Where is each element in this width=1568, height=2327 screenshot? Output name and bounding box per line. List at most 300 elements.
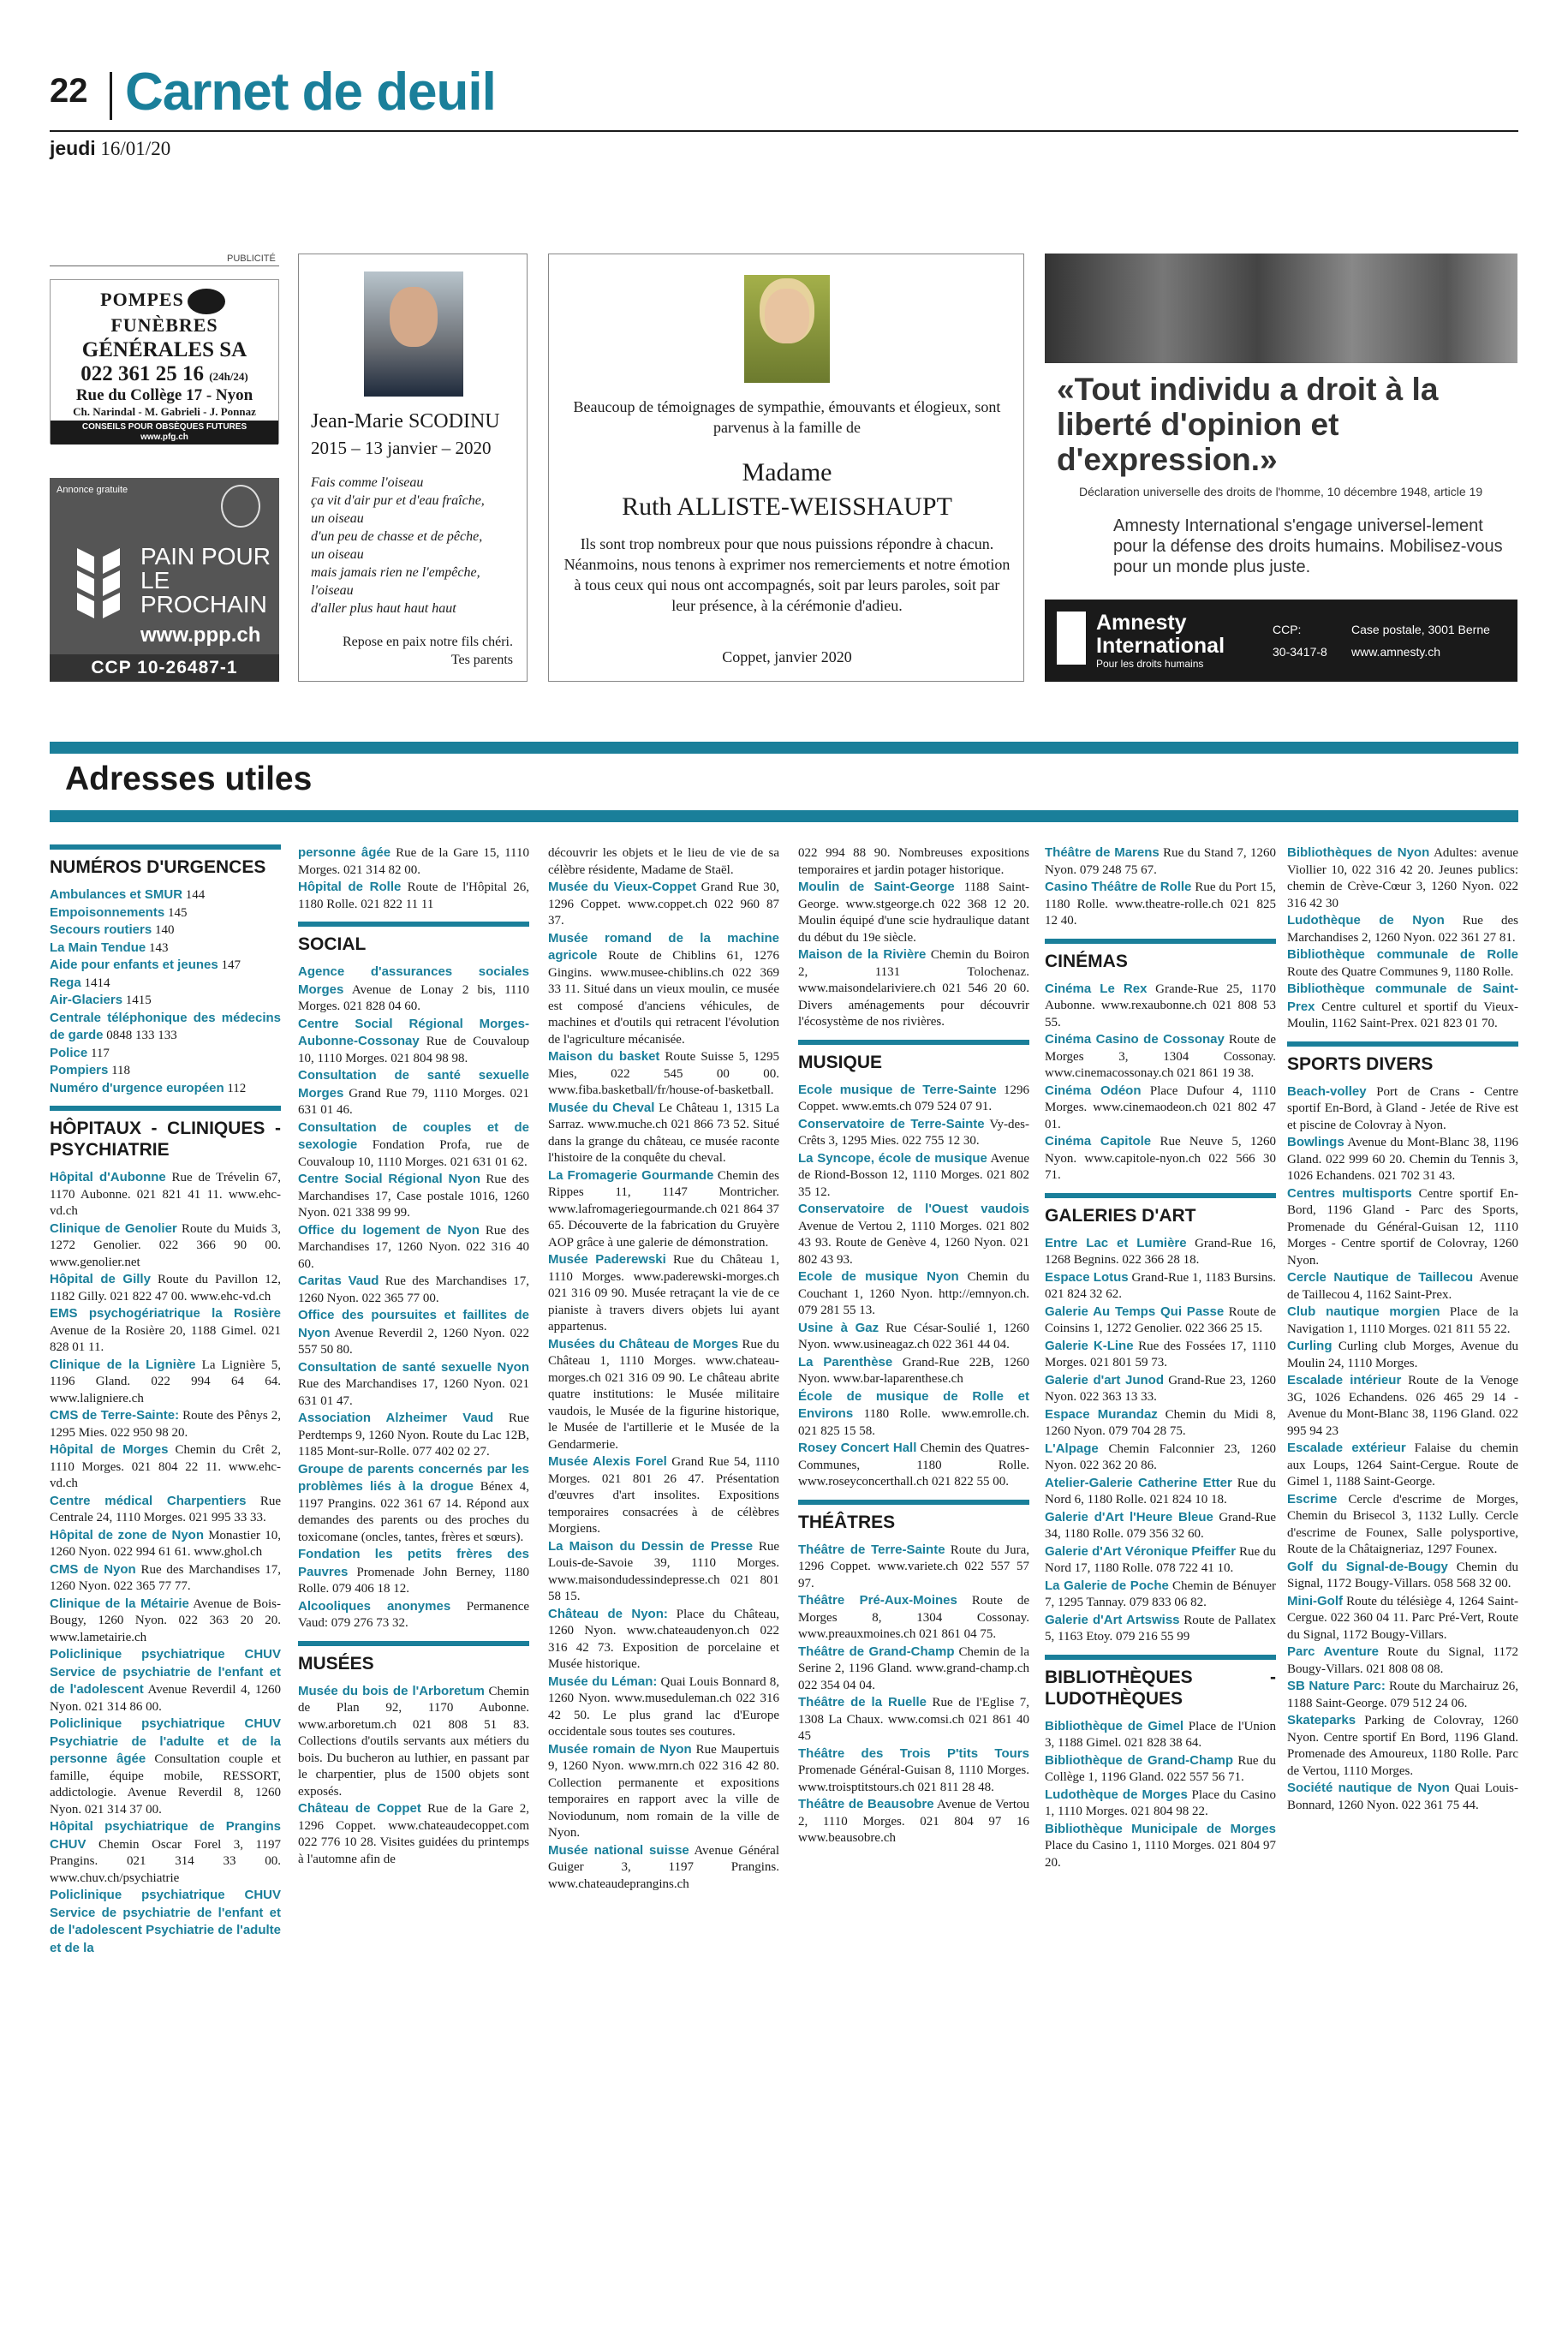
address-entry <box>798 1320 1029 1354</box>
address-entry <box>548 1674 779 1741</box>
entry-details: Avenue du Mont-Blanc 38, 1196 Gland. 022 999 60 20. Chemin du Tennis 3, 1026 Echandens. 021 702 31 43. <box>1287 1136 1518 1183</box>
entry-details: Route de Morges 3, 1304 Cossonay. www.cinemacossonay.ch 021 861 19 38. <box>1045 1033 1276 1080</box>
address-entry <box>548 930 779 1049</box>
entry-details: Route des Pênys 2, 1295 Mies. 022 950 98 20. <box>50 1409 281 1440</box>
address-entry <box>1287 1185 1518 1270</box>
entry-name: Galerie d'Art Véronique Pfeiffer <box>1045 1543 1237 1559</box>
address-entry <box>50 1305 281 1357</box>
entry-details: Rue du Collège 1, 1196 Gland. 022 557 56 71. <box>1045 1753 1276 1784</box>
address-entry <box>50 940 281 958</box>
entry-name: Bibliothèque de Gimel <box>1045 1718 1184 1733</box>
entry-name: CMS de Terre-Sainte: <box>50 1408 180 1423</box>
entry-name: Espace Murandaz <box>1045 1406 1158 1422</box>
address-entry <box>50 1441 281 1493</box>
entry-name: Association Alzheimer Vaud <box>298 1411 494 1425</box>
scodinu-parents: Tes parents <box>450 653 513 667</box>
entry-details: Grand-Rue 34, 1180 Rolle. 079 356 32 60. <box>1045 1510 1276 1541</box>
entry-details: Avenue de la Rosière 20, 1188 Gimel. 021 828 01 11. <box>50 1323 281 1354</box>
entry-name: CMS de Nyon <box>50 1561 136 1577</box>
address-entry <box>798 879 1029 946</box>
entry-details: Port de Crans - Centre sportif En-Bord, à Gland - Jetée de Rive est et piscine de Colovray à Nyon. <box>1287 1084 1518 1132</box>
entry-details: Chemin du Midi 8, 1260 Nyon. 079 704 28 75. <box>1045 1407 1276 1438</box>
entry-name: Club nautique morgien <box>1287 1304 1440 1319</box>
entry-name: Consultation de santé sexuelle Nyon <box>298 1359 529 1375</box>
address-entry <box>50 1561 281 1596</box>
address-entry <box>1287 1559 1518 1593</box>
entry-details: Rue des Marchandises 17, Case postale 1016, 1260 Nyon. 021 338 99 99. <box>298 1172 529 1220</box>
column-3 <box>548 844 779 1893</box>
entry-details: Rue de l'Eglise 7, 1308 La Chaux. www.comsi.ch 021 861 40 45 <box>798 1696 1030 1743</box>
entry-name: Rega <box>50 975 81 990</box>
entry-name: Curling <box>1287 1339 1333 1353</box>
address-entry <box>1287 1269 1518 1304</box>
address-entry <box>298 1222 529 1274</box>
entry-details: Consultation couple et famille, équipe mobile, RESSORT, addictologie. Avenue Reverdil 8, 1260 Nyon. 021 314 37 00. <box>50 1752 282 1817</box>
address-entry <box>50 922 281 940</box>
entry-name: Cercle Nautique de Taillecou <box>1287 1270 1474 1285</box>
entry-details: 143 <box>146 940 169 955</box>
entry-details: 147 <box>218 958 241 972</box>
entry-details: Route de Coinsins 1, 1272 Genolier. 022 366 25 15. <box>1045 1304 1276 1335</box>
address-entry <box>548 1538 779 1606</box>
address-entry <box>50 992 281 1010</box>
address-entry <box>1045 1235 1276 1269</box>
address-entry <box>1287 1678 1518 1712</box>
entry-name: Ecole musique de Terre-Sainte <box>798 1082 997 1097</box>
issue-day: jeudi <box>50 137 96 159</box>
address-entry <box>1045 981 1276 1032</box>
scodinu-dates: 2015 – 13 janvier – 2020 <box>311 438 492 458</box>
entry-details: Promenade John Berney, 1180 Rolle. 079 406 18 12. <box>298 1565 529 1596</box>
entry-details: Avenue Général Guiger 3, 1197 Prangins. www.chateaudeprangins.ch <box>548 1843 779 1891</box>
entry-name: La Fromagerie Gourmande <box>548 1167 714 1183</box>
entry-details: Route de Pallatex 5, 1163 Etoy. 079 216 55 99 <box>1045 1613 1276 1644</box>
entry-details: Rue des Marchandises 17, 1260 Nyon. 022 365 77 77. <box>50 1562 281 1593</box>
entry-details: Route du Jura, 1296 Coppet. www.variete.ch 022 557 57 97. <box>798 1542 1029 1590</box>
entry-details: 1415 <box>122 993 152 1007</box>
entry-name: Clinique de la Métairie <box>50 1596 189 1611</box>
address-entry <box>798 1082 1029 1116</box>
entry-name: Clinique de Genolier <box>50 1220 177 1236</box>
amnesty-footer <box>1045 600 1517 682</box>
adresses-top-bar <box>50 742 1518 754</box>
address-entry <box>50 1080 281 1098</box>
entry-name: Musée national suisse <box>548 1842 689 1858</box>
entry-details: Avenue Reverdil 2, 1260 Nyon. 022 557 50 80. <box>298 1326 529 1357</box>
address-entry <box>1045 1543 1276 1578</box>
amnesty-photo <box>1045 254 1517 363</box>
address-entry <box>50 1715 281 1818</box>
section-heading: GALERIES D'ART <box>1045 1193 1276 1226</box>
entry-details: Grand-Rue 1, 1183 Bursins. 021 824 32 62. <box>1045 1270 1276 1301</box>
address-entry <box>1045 1821 1276 1872</box>
entry-details: Avenue de Vertou 2, 1110 Morges. 021 804 97 16 www.beausobre.ch <box>798 1798 1029 1845</box>
entry-details: Grande-Rue 25, 1170 Aubonne. www.rexaubonne.ch 021 808 53 55. <box>1045 982 1277 1029</box>
address-entry <box>1045 844 1276 879</box>
entry-name: Hôpital de Morges <box>50 1442 169 1457</box>
entry-details: Rue des Marchandises 2, 1260 Nyon. 022 361 27 81. <box>1287 914 1518 945</box>
entry-name: Escalade extérieur <box>1287 1441 1406 1455</box>
page-number: 22 <box>50 72 88 110</box>
entry-details: Route du Pavillon 12, 1182 Gilly. 021 822 47 00. www.ehc-vd.ch <box>50 1273 281 1304</box>
poem-line: d'un peu de chasse et de pêche, <box>311 529 483 544</box>
entry-name: Galerie d'art Junod <box>1045 1372 1164 1387</box>
entry-details: Rue César-Soulié 1, 1260 Nyon. www.usineagaz.ch 022 361 44 04. <box>798 1321 1029 1351</box>
address-entry <box>1045 1612 1276 1646</box>
entry-name: Casino Théâtre de Rolle <box>1045 880 1192 894</box>
address-entry <box>50 1045 281 1063</box>
entry-name: Hôpital psychiatrique de Prangins CHUV <box>50 1819 281 1852</box>
address-entry <box>298 844 529 879</box>
entry-details: Chemin de Bénuyer 7, 1295 Tannay. 079 833 06 82. <box>1045 1578 1276 1609</box>
entry-details: Route du Muids 3, 1272 Genolier. 022 366 90 00. www.genolier.net <box>50 1221 281 1269</box>
entry-name: Numéro d'urgence européen <box>50 1080 224 1095</box>
section-heading: MUSIQUE <box>798 1040 1029 1073</box>
poem-line: un oiseau <box>311 547 364 562</box>
section-heading: MUSÉES <box>298 1641 529 1674</box>
address-entry <box>298 1171 529 1222</box>
amnesty-declaration: Déclaration universelle des droits de l'homme, 10 décembre 1948, article 19 <box>1079 485 1483 498</box>
address-entry <box>50 886 281 904</box>
column-2 <box>298 844 529 1868</box>
pf-line2: GÉNÉRALES SA <box>81 338 247 361</box>
entry-details: 144 <box>182 888 206 902</box>
entry-details: Rue de Trévelin 67, 1170 Aubonne. 021 821 41 11. www.ehc-vd.ch <box>50 1171 281 1218</box>
address-entry <box>798 1592 1029 1644</box>
address-entry <box>50 1169 281 1220</box>
entry-details: Place du Casino 1, 1110 Morges. 021 804 97 20. <box>1045 1839 1276 1870</box>
entry-name: Bibliothèque communale de Saint-Prex <box>1287 982 1518 1014</box>
address-entry <box>548 1251 779 1336</box>
poem-line: un oiseau <box>311 511 364 526</box>
entry-details: Grand-Rue 22B, 1260 Nyon. www.bar-laparenthese.ch <box>798 1355 1029 1386</box>
entry-name: Atelier-Galerie Catherine Etter <box>1045 1475 1232 1490</box>
entry-name: Bowlings <box>1287 1135 1344 1149</box>
entry-name: Rosey Concert Hall <box>798 1441 917 1455</box>
address-entry <box>1045 1475 1276 1509</box>
ppp-annonce: Annonce gratuite <box>57 485 128 495</box>
address-entry <box>1287 1134 1518 1185</box>
entry-name: Château de Coppet <box>298 1801 421 1816</box>
entry-name: Galerie d'Art l'Heure Bleue <box>1045 1509 1213 1524</box>
entry-details: Rue des Fossées 17, 1110 Morges. 021 801 59 73. <box>1045 1339 1276 1369</box>
entry-details: Rue des Marchandises 17, 1260 Nyon. 021 631 01 47. <box>298 1377 529 1408</box>
entry-name: Musée du Léman: <box>548 1674 658 1689</box>
address-entry <box>298 1598 529 1632</box>
entry-name: Policlinique psychiatrique CHUV Psychiatrie de l'adulte et de la personne âgée <box>50 1716 281 1766</box>
entry-details: Rue de Couvaloup 10, 1110 Morges. 021 804 98 98. <box>298 1035 529 1065</box>
entry-details: Fondation Profa, rue de Couvaloup 10, 1110 Morges. 021 631 01 62. <box>298 1138 529 1169</box>
address-entry <box>798 1542 1029 1593</box>
entry-details: Quai Louis-Bonnard, 1260 Nyon. 022 361 75 44. <box>1287 1781 1518 1812</box>
entry-name: Musée Paderewski <box>548 1252 666 1267</box>
entry-name: Alcooliques anonymes <box>298 1598 451 1614</box>
address-entry <box>1287 1644 1518 1678</box>
section-heading: SPORTS DIVERS <box>1287 1041 1518 1075</box>
entry-name: Théâtre des Trois P'tits Tours <box>798 1745 1029 1761</box>
entry-name: Entre Lac et Lumière <box>1045 1235 1187 1250</box>
entry-details: Route de Chiblins 61, 1276 Gingins. www.musee-chiblins.ch 022 369 33 11. Situé dans un vieux moulin, ce musée est composé d'anciens véhicules, de machines et d'outils qui retracent l'évolution de l'agriculture mécanisée. <box>548 949 779 1047</box>
entry-details: Grand Rue 79, 1110 Morges. 021 631 01 46. <box>298 1086 529 1117</box>
entry-details: Promenade Général-Guisan 8, 1110 Morges. www.troisptitstours.ch 021 811 28 48. <box>798 1763 1029 1794</box>
amnesty-ccp-label: CCP: <box>1273 623 1302 636</box>
amnesty-quote: «Tout individu a droit à la liberté d'opinion et d'expression.» <box>1057 372 1439 477</box>
address-entry <box>1287 1304 1518 1338</box>
entry-details: Avenue de Vertou 2, 1110 Morges. 021 802 43 93. Route de Genève 4, 1260 Nyon. 021 802 43 93. <box>798 1219 1029 1267</box>
address-entry <box>1045 1406 1276 1441</box>
header-separator <box>110 72 112 120</box>
entry-details: 0848 133 133 <box>103 1029 177 1042</box>
alliste-photo <box>744 275 830 383</box>
address-entry <box>798 1150 1029 1202</box>
address-entry <box>298 1683 529 1801</box>
address-entry <box>50 1062 281 1080</box>
address-entry <box>298 879 529 913</box>
entry-name: La Main Tendue <box>50 940 146 955</box>
adresses-bottom-bar <box>50 810 1518 822</box>
entry-details: 112 <box>224 1081 247 1095</box>
entry-name: Maison du basket <box>548 1049 660 1064</box>
address-entry <box>798 1388 1029 1441</box>
entry-name: Espace Lotus <box>1045 1269 1129 1285</box>
entry-name: Château de Nyon: <box>548 1606 668 1621</box>
ppp-title: PAIN POUR LE PROCHAIN <box>140 543 271 618</box>
entry-details: Adultes: avenue Viollier 10, 022 316 42 20. Jeunes publics: chemin de Crève-Cœur 3, 1260 Nyon. 022 316 42 30 <box>1287 846 1518 910</box>
entry-details: Chemin de la Serine 2, 1196 Gland. www.grand-champ.ch 022 354 04 04. <box>798 1644 1030 1692</box>
entry-name: Conservatoire de Terre-Sainte <box>798 1116 985 1131</box>
entry-details: 022 994 88 90. Nombreuses expositions temporaires et jardin potager historique. <box>798 846 1029 877</box>
entry-details: Chemin du Signal, 1172 Bougy-Villars. 058 568 32 00. <box>1287 1560 1518 1590</box>
address-entry <box>1045 1441 1276 1475</box>
address-entry <box>1287 981 1518 1033</box>
address-entry <box>50 1493 281 1527</box>
alliste-signature: Coppet, janvier 2020 <box>722 648 852 665</box>
address-entry <box>548 1453 779 1538</box>
entry-details: Quai Louis Bonnard 8, 1260 Nyon. www.museduleman.ch 022 316 42 50. Le plus grand lac d'Europe occidentale sous toutes ses coutures. <box>548 1674 780 1739</box>
entry-details: Place du Casino 1, 1110 Morges. 021 804 98 22. <box>1045 1787 1277 1818</box>
entry-details: Permanence Vaud: 079 276 73 32. <box>298 1599 530 1630</box>
address-entry <box>298 1119 529 1172</box>
entry-details: 140 <box>152 923 175 937</box>
entry-name: Policlinique psychiatrique CHUV Service de psychiatrie de l'enfant et de l'adolescent <box>50 1647 281 1697</box>
entry-name: Beach-volley <box>1287 1083 1367 1099</box>
address-entry <box>50 1010 281 1045</box>
entry-name: Secours routiers <box>50 922 152 937</box>
entry-details: Chemin du Boiron 2, 1131 Tolochenaz. www.maisondelariviere.ch 021 546 20 60. Divers aménagements pour découvrir l'écosystème de nos rivières. <box>798 948 1029 1029</box>
candle-icon <box>1057 612 1086 665</box>
entry-name: Musée du Cheval <box>548 1100 655 1115</box>
address-entry <box>50 975 281 993</box>
entry-name: Théâtre de la Ruelle <box>798 1695 927 1709</box>
pf-line1a: POMPES <box>100 289 184 311</box>
amnesty-body: Amnesty International s'engage universel-lement pour la défense des droits humains. Mobilisez-vous pour un monde plus juste. <box>1113 516 1503 576</box>
entry-name: Musée du Vieux-Coppet <box>548 880 697 894</box>
entry-name: Musées du Château de Morges <box>548 1336 739 1351</box>
section-heading: BIBLIOTHÈQUES - LUDOTHÈQUES <box>1045 1655 1276 1709</box>
entry-name: Cinéma Odéon <box>1045 1083 1142 1098</box>
address-entry <box>50 1271 281 1305</box>
entry-details: Grand-Rue 16, 1268 Begnins. 022 366 28 18. <box>1045 1236 1276 1267</box>
poem-line: mais jamais rien ne l'empêche, <box>311 565 480 580</box>
entry-name: Golf du Signal-de-Bougy <box>1287 1559 1448 1574</box>
entry-name: Consultation de santé sexuelle Morges <box>298 1068 529 1101</box>
address-entry <box>50 957 281 975</box>
section-heading: THÉÂTRES <box>798 1500 1029 1533</box>
entry-details: Chemin Falconnier 23, 1260 Nyon. 022 362 20 86. <box>1045 1441 1276 1472</box>
entry-details: Avenue de Lonay 2 bis, 1110 Morges. 021 828 04 60. <box>298 982 529 1013</box>
entry-name: Hôpital d'Aubonne <box>50 1170 166 1184</box>
section-heading: CINÉMAS <box>1045 939 1276 972</box>
address-entry <box>1045 1372 1276 1406</box>
entry-name: Bibliothèque de Grand-Champ <box>1045 1752 1233 1768</box>
entry-name: Cinéma Casino de Cossonay <box>1045 1032 1225 1047</box>
entry-details: 1188 Saint-George. www.stgeorge.ch 022 368 12 20. Moulin équipé d'une scie hydraulique datant du début du 19e siècle. <box>798 880 1029 945</box>
address-entry <box>298 1016 529 1068</box>
amnesty-ccp: 30-3417-8 <box>1273 645 1327 659</box>
entry-name: Centre Social Régional Nyon <box>298 1172 481 1186</box>
entry-name: Bibliothèques de Nyon <box>1287 845 1430 860</box>
entry-name: Galerie Au Temps Qui Passe <box>1045 1304 1225 1319</box>
entry-name: Théâtre Pré-Aux-Moines <box>798 1593 957 1608</box>
address-entry <box>548 1842 779 1894</box>
entry-name: Clinique de la Lignière <box>50 1357 196 1372</box>
entry-name: Théâtre de Terre-Sainte <box>798 1542 945 1557</box>
address-entry <box>1045 1578 1276 1612</box>
adresses-title: Adresses utiles <box>65 761 313 797</box>
entry-name: Ludothèque de Nyon <box>1287 913 1445 928</box>
address-entry <box>50 904 281 922</box>
entry-details: 1414 <box>80 976 110 990</box>
poem-line: ça vit d'air pur et d'eau fraîche, <box>311 493 485 508</box>
address-entry <box>1287 1593 1518 1644</box>
entry-name: L'Alpage <box>1045 1441 1099 1456</box>
column-4 <box>798 844 1029 1847</box>
entry-details: Rue du Château 1, 1110 Morges. www.paderewski-morges.ch 021 316 09 90. Musée retraçant la vie de ce pianiste à travers divers objets lui ayant appartenus. <box>548 1253 779 1334</box>
pain-pour-le-prochain-ad <box>50 478 279 682</box>
entry-name: Aide pour enfants et jeunes <box>50 958 218 972</box>
entry-details: Rue du Port 15, 1180 Rolle. www.theatre-rolle.ch 021 825 12 40. <box>1045 880 1276 928</box>
scodinu-name: Jean-Marie SCODINU <box>311 410 500 433</box>
address-entry <box>298 1546 529 1598</box>
entry-details: Rue des Marchandises 17, 1260 Nyon. 022 365 77 00. <box>298 1274 529 1305</box>
entry-name: Consultation de couples et de sexologie <box>298 1119 529 1152</box>
address-entry <box>1045 1787 1276 1821</box>
entry-name: Air-Glaciers <box>50 993 123 1007</box>
entry-details: Chemin des Rippes 11, 1147 Montricher. www.lafromageriegourmande.ch 021 864 37 65. Découverte de la fabrication du Gruyère AOP grâce à une galerie de démonstration. <box>548 1168 779 1250</box>
address-entry <box>1045 1304 1276 1338</box>
entry-details: Route de l'Hôpital 26, 1180 Rolle. 021 822 11 11 <box>298 880 529 911</box>
entry-name: Hôpital de Gilly <box>50 1272 151 1286</box>
address-entry <box>298 1273 529 1307</box>
entry-details: Route des Quatre Communes 9, 1180 Rolle. <box>1287 964 1514 979</box>
pf-names: Ch. Narindal - M. Gabrieli - J. Ponnaz <box>73 405 256 418</box>
entry-details: Rue de la Gare 2, 1296 Coppet. www.chateaudecoppet.com 022 776 10 28. Visites guidées du printemps à l'automne afin de <box>298 1802 529 1866</box>
address-entry <box>1045 1031 1276 1083</box>
address-entry <box>548 1606 779 1674</box>
entry-details: Rue du Stand 7, 1260 Nyon. 079 248 75 67. <box>1045 846 1276 877</box>
amnesty-brand2: International <box>1096 634 1225 658</box>
entry-name: Escrime <box>1287 1491 1338 1507</box>
column-1 <box>50 844 281 1957</box>
entry-name: Caritas Vaud <box>298 1274 379 1288</box>
amnesty-brand1: Amnesty <box>1096 611 1187 635</box>
address-entry <box>1045 1338 1276 1372</box>
address-entry <box>798 1440 1029 1491</box>
header-rule <box>50 130 1518 132</box>
address-entry <box>1045 1509 1276 1543</box>
address-entry <box>548 1100 779 1167</box>
entry-details: Chemin des Quatres-Communes, 1180 Rolle. www.roseyconcerthall.ch 021 822 55 00. <box>798 1441 1029 1489</box>
entry-details: Rue Maupertuis 9, 1260 Nyon. www.mrn.ch 022 316 42 80. Collection permanente et expositions temporaires en rapport avec la ville de Noviodunum, nom romain de la ville de Nyon. <box>548 1742 780 1840</box>
entry-details: 1180 Rolle. www.emrolle.ch. 021 825 15 58. <box>798 1407 1029 1438</box>
entry-name: Usine à Gaz <box>798 1320 879 1335</box>
entry-name: Théâtre de Beausobre <box>798 1797 934 1811</box>
pf-line1b: FUNÈBRES <box>110 314 218 336</box>
avis-scodinu <box>298 254 528 682</box>
address-entry <box>298 1359 529 1411</box>
wheat-icon <box>69 540 128 622</box>
address-entry <box>50 1527 281 1561</box>
poem-line: l'oiseau <box>311 583 354 598</box>
entry-details: Place de la Navigation 1, 1110 Morges. 021 811 55 22. <box>1287 1305 1518 1336</box>
entry-details: Falaise du chemin aux Loups, 1264 Saint-Cergue. Route de Gimel 1, 1188 Saint-George. <box>1287 1441 1518 1489</box>
amnesty-ad <box>1045 254 1517 682</box>
entry-details: 117 <box>87 1046 110 1060</box>
scodinu-poem <box>311 474 520 618</box>
section-heading: SOCIAL <box>298 922 529 955</box>
entry-name: Fondation les petits frères des Pauvres <box>298 1547 529 1579</box>
entry-name: Théâtre de Marens <box>1045 845 1160 860</box>
amnesty-address: Case postale, 3001 Berne <box>1351 623 1490 636</box>
entry-name: Galerie d'Art Artswiss <box>1045 1612 1180 1627</box>
alliste-text: Ils sont trop nombreux pour que nous puissions répondre à chacun. Néanmoins, nous tenons à exprimer nos remerciements et notre émotion à tous ceux qui nous ont accompagnés, soit par leurs paroles, soit par leur présence, à la cérémonie d'adieu. <box>563 535 1011 614</box>
address-entry <box>50 1357 281 1408</box>
entry-name: Centrale téléphonique des médecins de garde <box>50 1010 281 1042</box>
entry-details: Cercle d'escrime de Morges, Chemin du Brisecol 3, 1132 Lully. Cercle d'escrime de Founex, Salle polysportive, Route de la Châtaigneriaz, 1297 Founex. <box>1287 1492 1518 1556</box>
entry-details: Route du Marchairuz 26, 1188 Saint-George. 079 512 24 06. <box>1287 1680 1518 1710</box>
entry-details: Bénex 4, 1197 Prangins. 022 361 67 14. Répond aux demandes des parents ou des proches du toxicomane (oncles, tantes, frères et sœurs). <box>298 1480 529 1544</box>
address-entry <box>1287 912 1518 946</box>
address-entry <box>298 1067 529 1119</box>
entry-name: Office des poursuites et faillites de Nyon <box>298 1308 529 1340</box>
entry-name: École de musique de Rolle et Environs <box>798 1388 1029 1421</box>
entry-name: EMS psychogériatrique la Rosière <box>50 1306 281 1321</box>
pompes-funebres-ad <box>50 279 279 444</box>
address-entry <box>298 1461 529 1547</box>
avis-alliste <box>548 254 1024 682</box>
alliste-name: Ruth ALLISTE-WEISSHAUPT <box>622 492 952 521</box>
entry-name: Mini-Golf <box>1287 1593 1343 1608</box>
entry-name: Policlinique psychiatrique CHUV Service de psychiatrie de l'enfant et de l'adolescent Psychiatrie de l'adulte et de la <box>50 1888 281 1955</box>
entry-name: Cinéma Le Rex <box>1045 981 1148 996</box>
entry-details: Avenue de Riond-Bosson 12, 1110 Morges. 021 802 35 12. <box>798 1151 1029 1199</box>
address-entry <box>1045 1752 1276 1787</box>
address-entry <box>1287 1083 1518 1135</box>
entry-name: Hôpital de Rolle <box>298 880 402 894</box>
entry-name: Conservatoire de l'Ouest vaudois <box>798 1202 1029 1216</box>
entry-details: Route de la Venoge 3G, 1026 Echandens. 026 465 29 14 - Avenue du Mont-Blanc 38, 1196 Gland. 022 995 94 23 <box>1287 1374 1518 1438</box>
entry-name: Musée Alexis Forel <box>548 1454 667 1469</box>
address-entry <box>1287 946 1518 981</box>
address-entry <box>548 879 779 930</box>
address-entry <box>1045 879 1276 930</box>
entry-details: Grand-Rue 23, 1260 Nyon. 022 363 13 33. <box>1045 1373 1276 1404</box>
address-entry <box>1045 1718 1276 1752</box>
entry-name: Musée romand de la machine agricole <box>548 930 779 963</box>
entry-details: 118 <box>108 1064 131 1077</box>
entry-details: Chemin du Crêt 2, 1110 Morges. 021 804 22 11. www.ehc-vd.ch <box>50 1443 281 1490</box>
entry-details: Curling club Morges, Avenue du Moulin 24, 1110 Morges. <box>1287 1340 1518 1370</box>
